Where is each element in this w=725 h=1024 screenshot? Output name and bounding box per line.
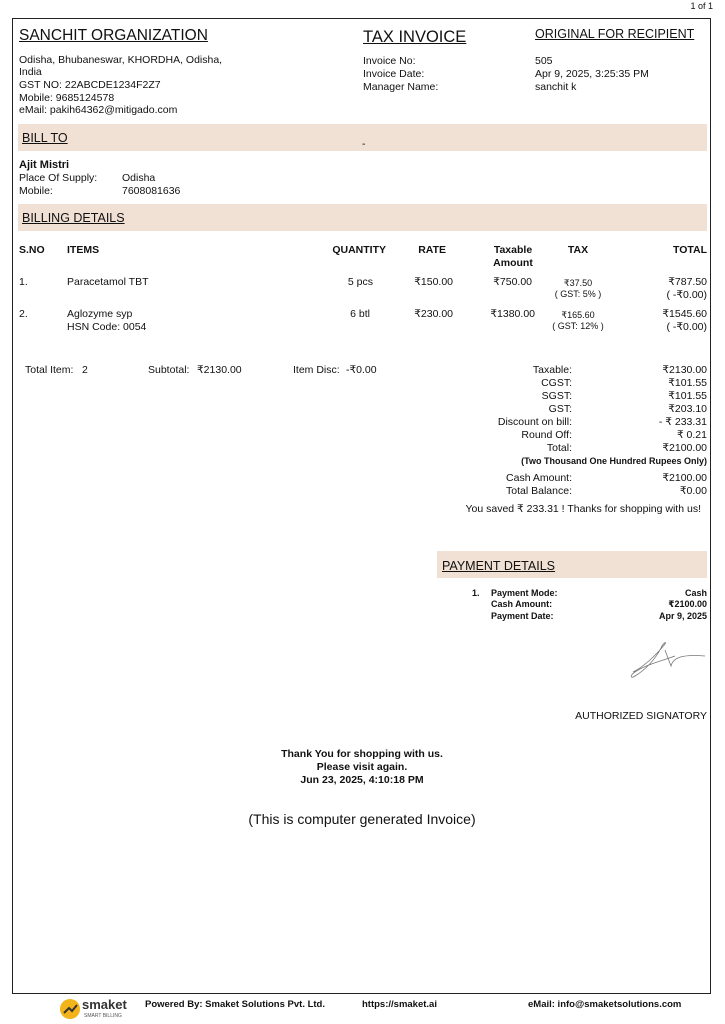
gst-label: GST:	[548, 403, 572, 415]
signature-image	[625, 636, 710, 682]
row-total: ₹787.50	[668, 276, 707, 288]
payment-mode-value: Cash	[684, 588, 707, 598]
payment-cash-label: Cash Amount:	[491, 599, 553, 609]
total-item-value: 2	[82, 364, 88, 376]
place-of-supply-value: Odisha	[122, 172, 156, 184]
row-tax: ₹165.60	[561, 310, 595, 320]
row-rate: ₹150.00	[414, 276, 453, 288]
col-sno: S.NO	[19, 244, 45, 256]
footer-url[interactable]: https://smaket.ai	[362, 999, 437, 1010]
row-sno: 1.	[19, 276, 28, 288]
cgst-label: CGST:	[541, 377, 572, 389]
payment-mode-label: Payment Mode:	[491, 588, 558, 598]
row-taxable: ₹750.00	[493, 276, 532, 288]
page-number: 1 of 1	[690, 1, 713, 11]
row-rate: ₹230.00	[414, 308, 453, 320]
col-taxable: Taxable	[493, 244, 533, 256]
payment-date-value: Apr 9, 2025	[658, 611, 707, 621]
invoice-no-value: 505	[535, 55, 553, 67]
row-gst: ( GST: 12% )	[552, 321, 604, 331]
row-tax: ₹37.50	[563, 278, 593, 288]
discount-on-bill-value: - ₹ 233.31	[658, 416, 707, 428]
customer-mobile-value: 7608081636	[122, 185, 181, 197]
payment-cash-value: ₹2100.00	[668, 599, 707, 609]
row-discount: ( -₹0.00)	[666, 321, 707, 333]
total-label: Total:	[546, 442, 572, 454]
customer-mobile-label: Mobile:	[19, 185, 53, 197]
total-value: ₹2100.00	[662, 442, 707, 454]
round-off-label: Round Off:	[521, 429, 572, 441]
row-sno: 2.	[19, 308, 28, 320]
round-off-value: ₹ 0.21	[676, 429, 707, 441]
smaket-logo-tagline: SMART BILLING	[84, 1013, 122, 1019]
powered-by: Powered By: Smaket Solutions Pvt. Ltd.	[145, 999, 326, 1010]
invoice-date-value: Apr 9, 2025, 3:25:35 PM	[535, 68, 649, 80]
print-timestamp: Jun 23, 2025, 4:10:18 PM	[300, 774, 424, 786]
row-item: Paracetamol TBT	[67, 276, 149, 288]
discount-on-bill-label: Discount on bill:	[497, 416, 572, 428]
bill-to-dash: -	[362, 138, 366, 150]
col-quantity: QUANTITY	[332, 244, 386, 256]
row-total: ₹1545.60	[662, 308, 707, 320]
copy-label: ORIGINAL FOR RECIPIENT	[535, 27, 695, 41]
row-qty: 6 btl	[350, 308, 370, 320]
organization-name: SANCHIT ORGANIZATION	[19, 27, 208, 44]
payment-index: 1.	[472, 588, 480, 598]
cash-amount-value: ₹2100.00	[662, 472, 707, 484]
invoice-no-label: Invoice No:	[363, 55, 416, 67]
total-balance-label: Total Balance:	[506, 485, 572, 497]
row-discount: ( -₹0.00)	[666, 289, 707, 301]
sgst-value: ₹101.55	[668, 390, 707, 402]
org-address-line1: Odisha, Bhubaneswar, KHORDHA, Odisha,	[19, 54, 223, 66]
item-disc-value: -₹0.00	[346, 364, 377, 376]
invoice-date-label: Invoice Date:	[363, 68, 425, 80]
org-address-line2: India	[19, 66, 42, 78]
amount-in-words: (Two Thousand One Hundred Rupees Only)	[521, 456, 707, 466]
place-of-supply-label: Place Of Supply:	[19, 172, 98, 184]
taxable-value: ₹2130.00	[662, 364, 707, 376]
row-hsn: HSN Code: 0054	[67, 321, 147, 333]
org-mobile: Mobile: 9685124578	[19, 92, 115, 104]
billing-details-heading: BILLING DETAILS	[22, 211, 125, 225]
item-disc-label: Item Disc:	[293, 364, 340, 376]
total-balance-value: ₹0.00	[679, 485, 707, 497]
row-taxable: ₹1380.00	[490, 308, 535, 320]
col-rate: RATE	[418, 244, 446, 256]
thanks-line2: Please visit again.	[316, 761, 408, 773]
org-gst: GST NO: 22ABCDE1234F2Z7	[19, 79, 161, 91]
footer-email[interactable]: eMail: info@smaketsolutions.com	[528, 999, 682, 1010]
manager-name-label: Manager Name:	[363, 81, 439, 93]
col-tax: TAX	[567, 244, 589, 256]
row-item: Aglozyme syp	[67, 308, 133, 320]
payment-details-heading: PAYMENT DETAILS	[442, 559, 555, 573]
cgst-value: ₹101.55	[668, 377, 707, 389]
computer-generated-note: (This is computer generated Invoice)	[248, 811, 476, 827]
col-taxable-amount: Amount	[493, 257, 533, 269]
org-email: eMail: pakih64362@mitigado.com	[19, 104, 178, 116]
bill-to-heading: BILL TO	[22, 131, 68, 145]
smaket-logo-icon	[60, 999, 80, 1019]
smaket-logo-text: smaket	[82, 997, 127, 1012]
row-qty: 5 pcs	[347, 276, 373, 288]
col-total: TOTAL	[672, 244, 707, 256]
sgst-label: SGST:	[541, 390, 572, 402]
total-item-label: Total Item:	[25, 364, 74, 376]
savings-note: You saved ₹ 233.31 ! Thanks for shopping with us!	[465, 503, 701, 515]
manager-name-value: sanchit k	[535, 81, 577, 93]
customer-name: Ajit Mistri	[19, 159, 70, 171]
gst-value: ₹203.10	[668, 403, 707, 415]
taxable-label: Taxable:	[532, 364, 572, 376]
invoice-title: TAX INVOICE	[363, 28, 467, 46]
subtotal-value: ₹2130.00	[197, 364, 242, 376]
cash-amount-label: Cash Amount:	[506, 472, 572, 484]
payment-date-label: Payment Date:	[491, 611, 554, 621]
subtotal-label: Subtotal:	[148, 364, 190, 376]
thanks-line1: Thank You for shopping with us.	[281, 748, 443, 760]
row-gst: ( GST: 5% )	[554, 289, 602, 299]
authorized-signatory: AUTHORIZED SIGNATORY	[575, 710, 707, 722]
col-items: ITEMS	[67, 244, 100, 256]
